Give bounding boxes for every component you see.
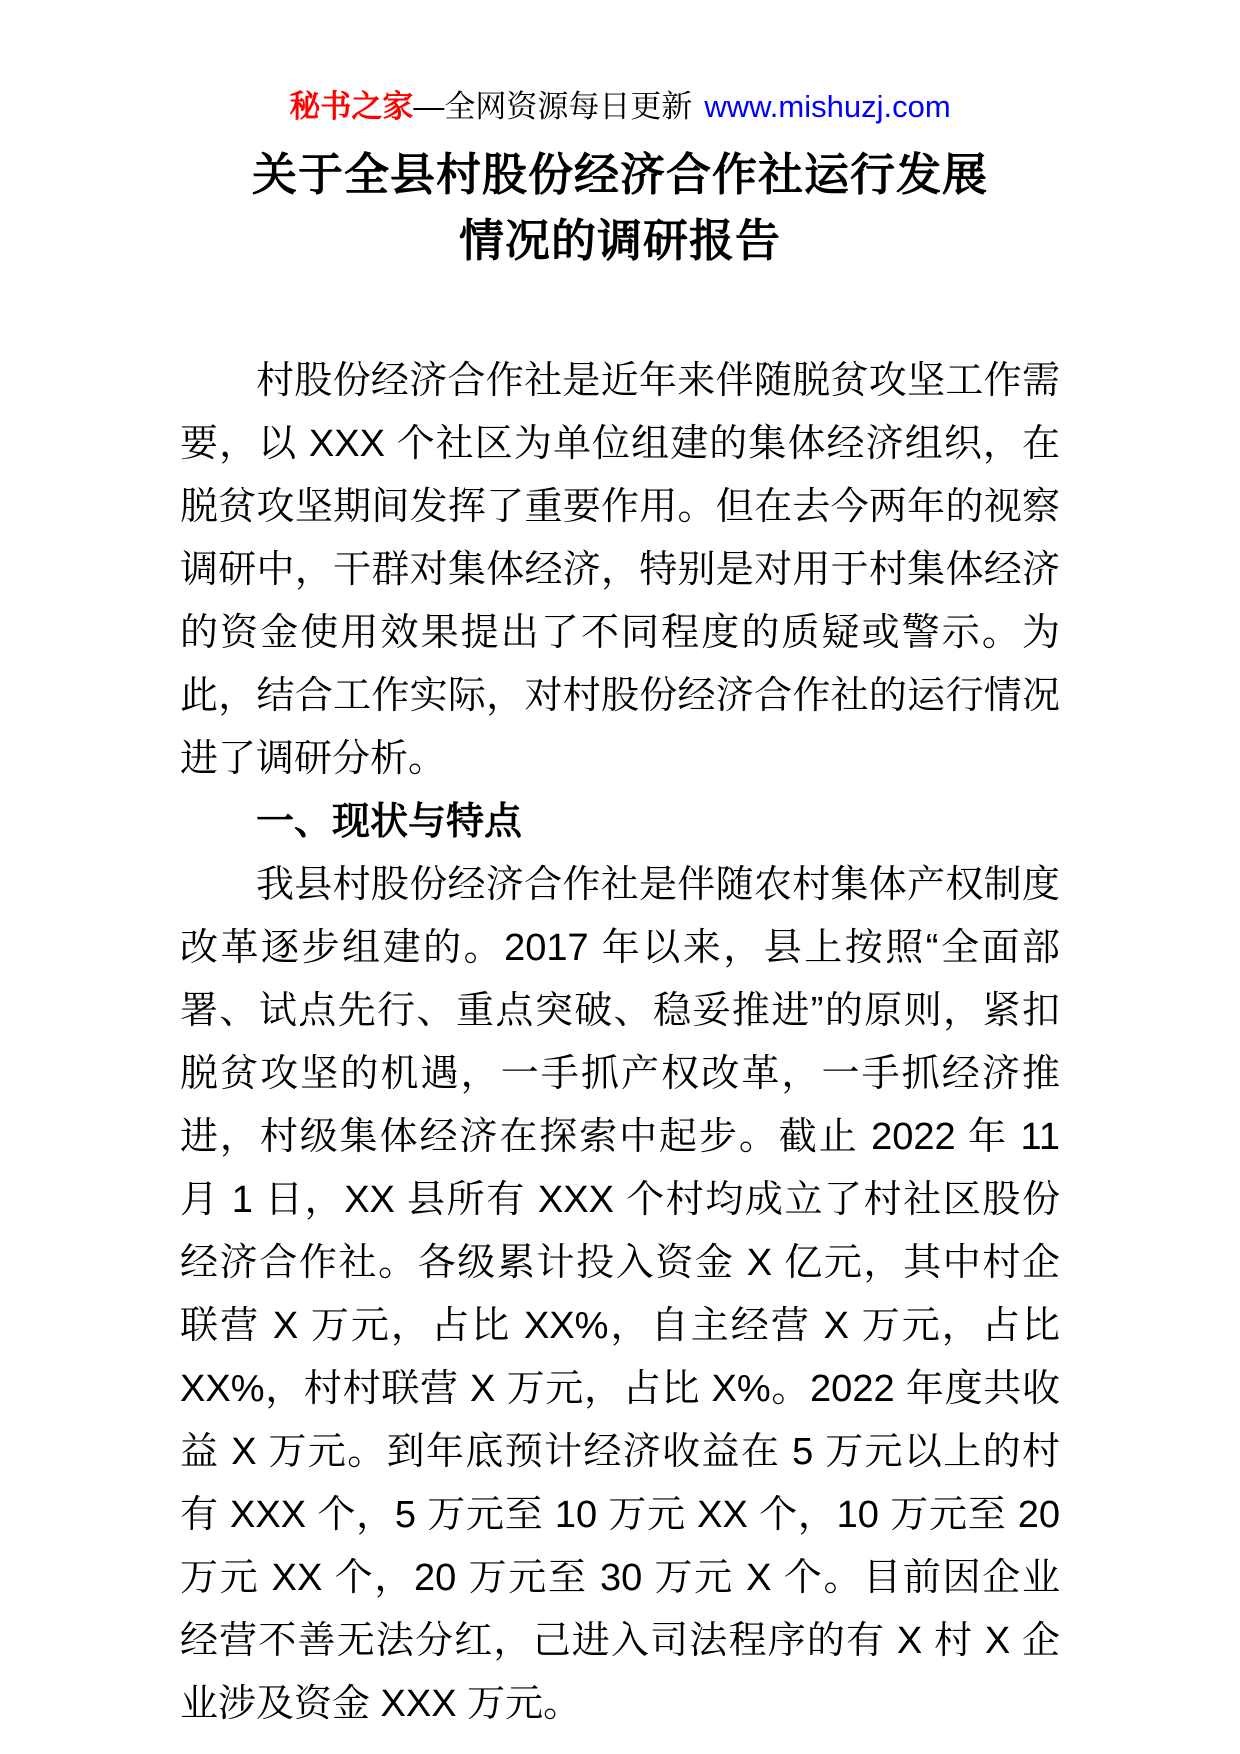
document-title <box>180 142 1060 274</box>
site-url-link[interactable]: www.mishuzj.com <box>704 89 951 124</box>
site-tagline: 全网资源每日更新 <box>444 89 693 124</box>
site-brand: 秘书之家 <box>289 89 414 124</box>
document-title-line-1: 关于全县村股份经济合作社运行发展 <box>251 149 988 200</box>
section-heading-1: 一、现状与特点 <box>256 801 523 843</box>
document-title-line-2: 情况的调研报告 <box>458 215 781 266</box>
paragraph-intro: 村股份经济合作社是近年来伴随脱贫攻坚工作需要，以 XXX 个社区为单位组建的集体经济组织，在脱贫攻坚期间发挥了重要作用。但在去今两年的视察调研中，干群对集体经济，特别是对用于村集体经济的资金使用效果提出了不同程度的质疑或警示。为此，结合工作实际，对村股份经济合作社的运行情况进了调研分析。 <box>180 360 1060 780</box>
site-header <box>180 86 1060 128</box>
document-body <box>180 350 1060 1736</box>
header-separator: — <box>413 89 445 124</box>
paragraph-current-status: 我县村股份经济合作社是伴随农村集体产权制度改革逐步组建的。2017 年以来，县上按照“全面部署、试点先行、重点突破、稳妥推进”的原则，紧扣脱贫攻坚的机遇，一手抓产权改革，一手抓经济推进，村级集体经济在探索中起步。截止 2022 年 11 月 1 日，XX 县所有 XXX 个村均成立了村社区股份经济合作社。各级累计投入资金 X 亿元，其中村企联营 X 万元，占比 XX%，自主经营 X 万元，占比 XX%，村村联营 X 万元，占比 X%。2022 年度共收益 X 万元。到年底预计经济收益在 5 万元以上的村有 XXX 个，5 万元至 10 万元 XX 个，10 万元至 20 万元 XX 个，20 万元至 30 万元 X 个。目前因企业经营不善无法分红，己进入司法程序的有 X 村 X 企业涉及资金 XXX 万元。 <box>180 864 1060 1725</box>
